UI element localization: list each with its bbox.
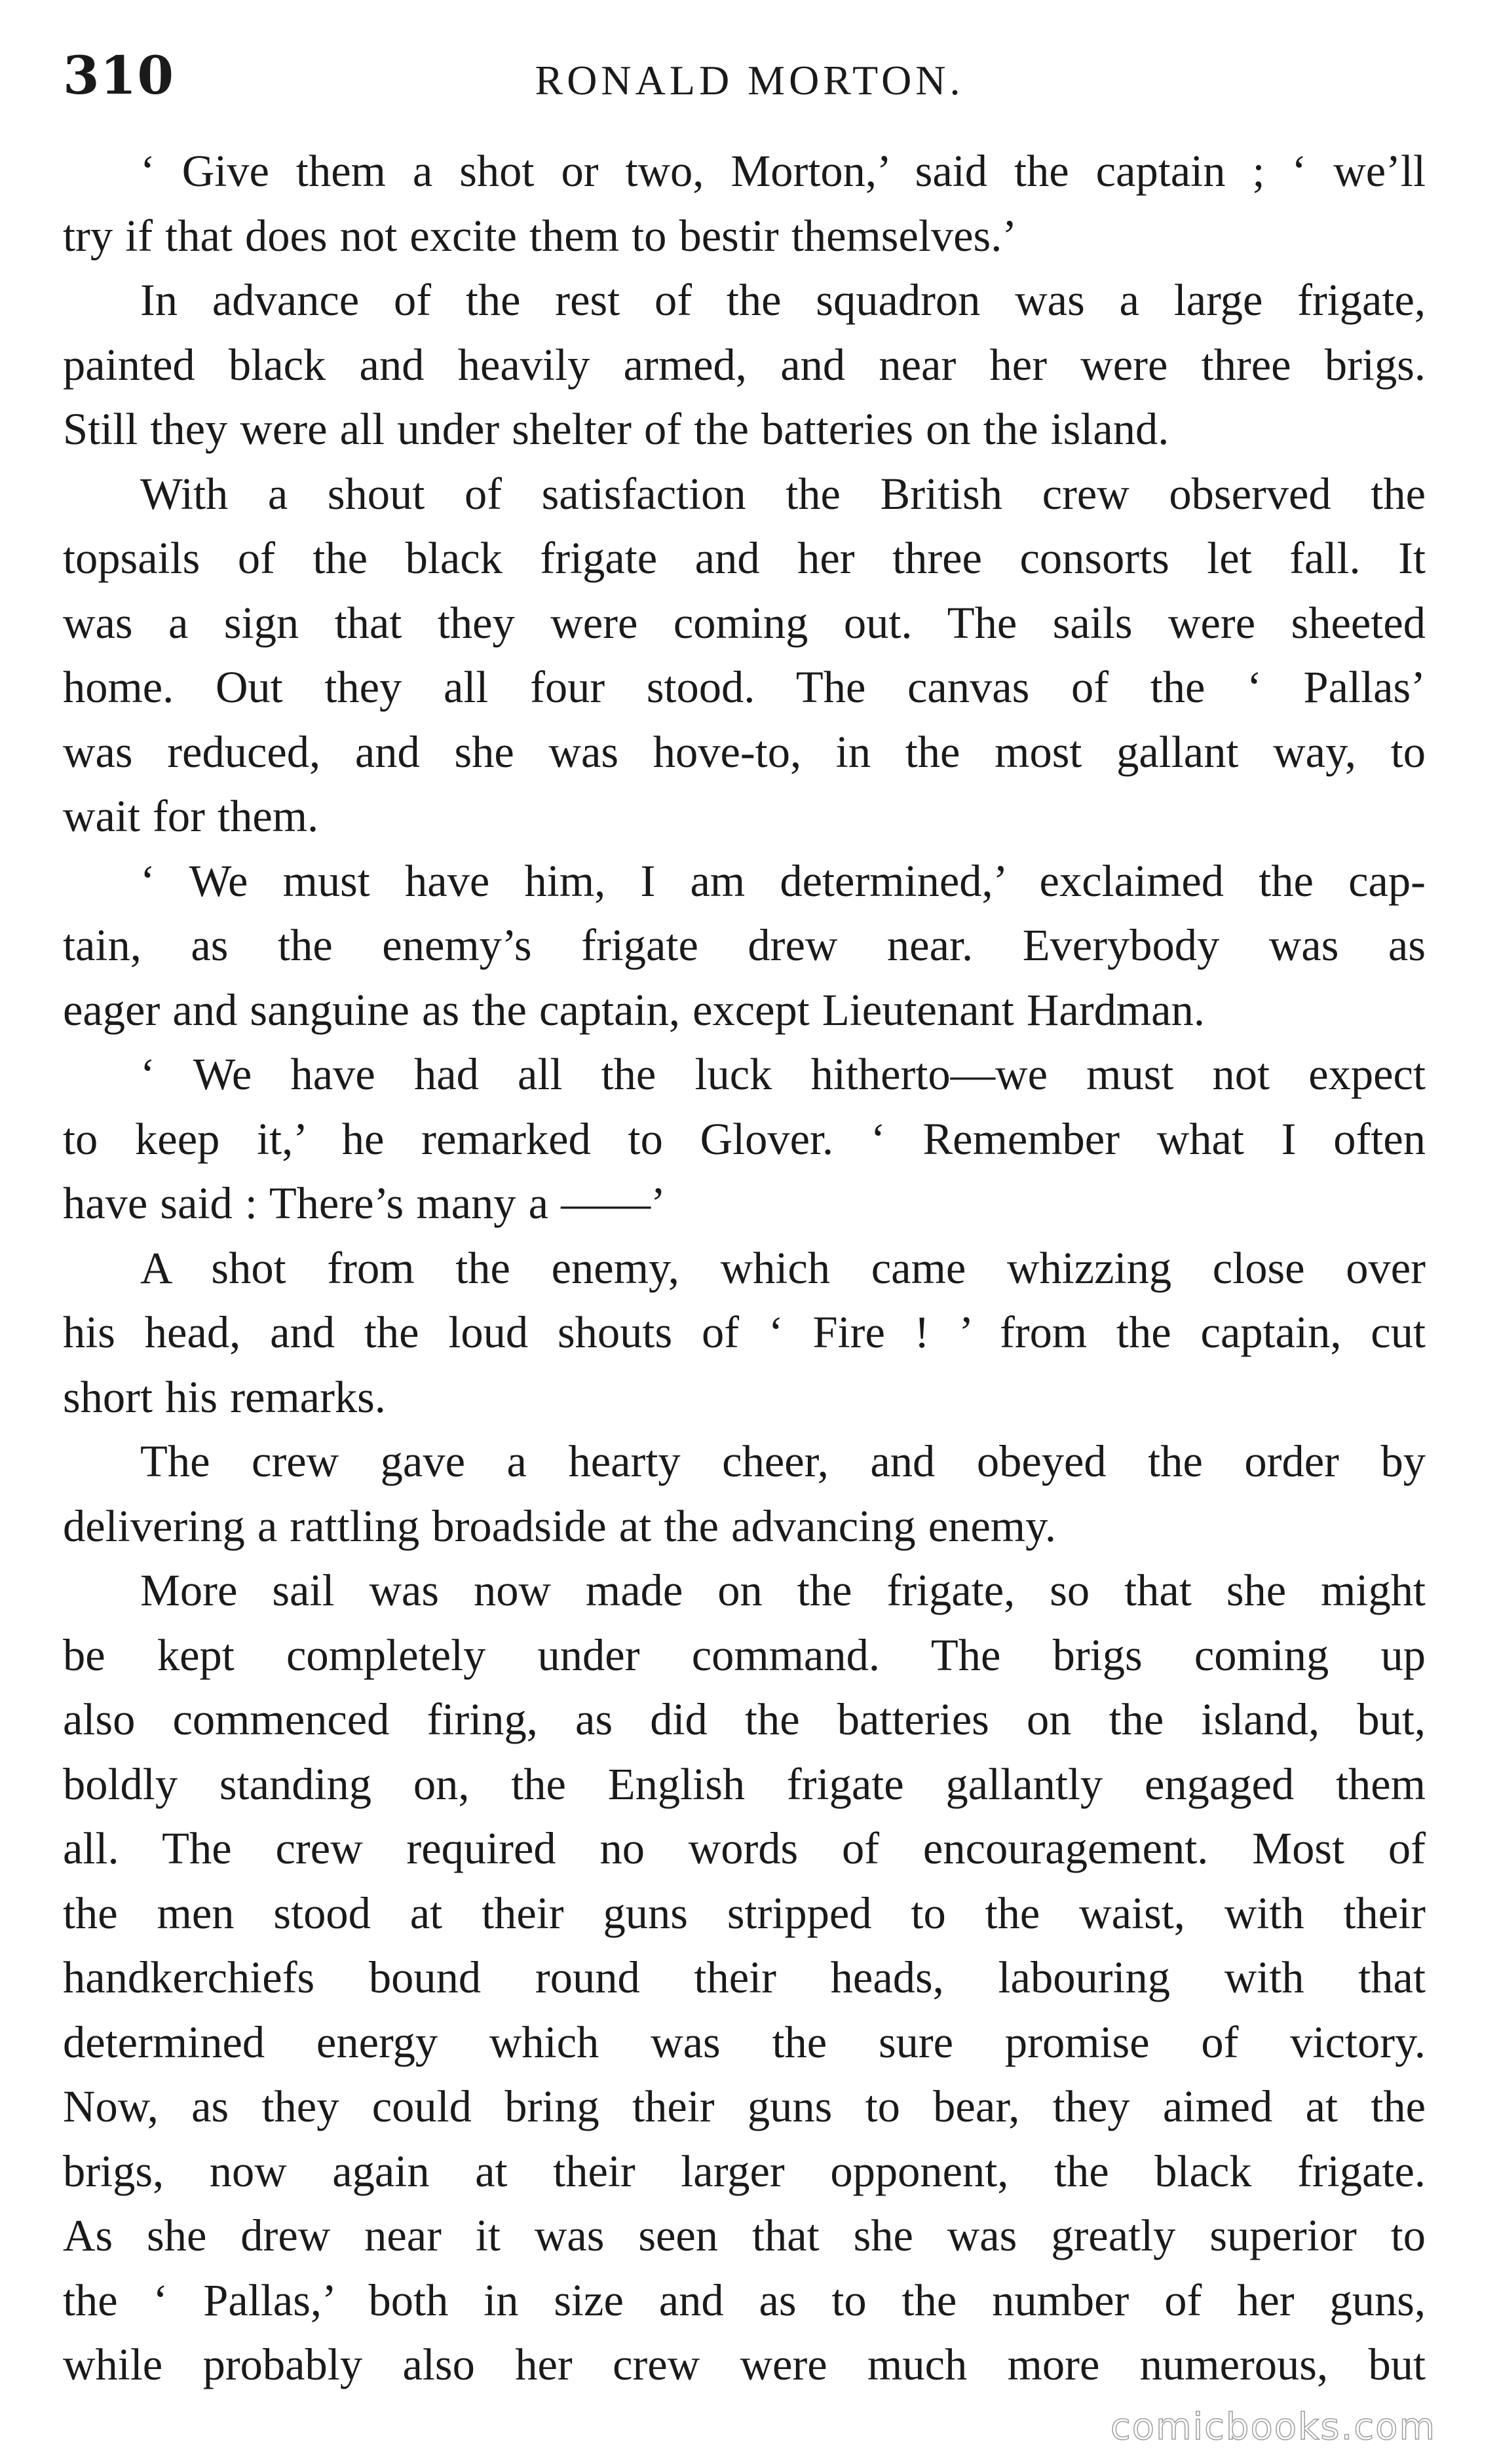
text-line: ‘ Give them a shot or two, Morton,’ said the captain ; ‘ we’ll — [140, 146, 1426, 196]
text-line: his head, and the loud shouts of ‘ Fire ! ’ from the captain, cut — [63, 1307, 1426, 1357]
text-line: be kept completely under command. The brigs coming up — [63, 1630, 1426, 1680]
text-line: delivering a rattling broadside at the advancing enemy. — [63, 1501, 1057, 1551]
text-line: handkerchiefs bound round their heads, labouring with that — [63, 1952, 1426, 2002]
text-line: Still they were all under shelter of the batteries on the island. — [63, 404, 1169, 454]
text-line: while probably also her crew were much more numerous, but — [63, 2340, 1426, 2389]
text-line: ‘ We have had all the luck hitherto—we must not expect — [140, 1049, 1426, 1099]
text-line: short his remarks. — [63, 1372, 386, 1422]
page-header — [63, 36, 1436, 115]
text-line: As she drew near it was seen that she was greatly superior to — [63, 2211, 1426, 2260]
text-line: to keep it,’ he remarked to Glover. ‘ Remember what I often — [63, 1113, 1426, 1164]
text-line: A shot from the enemy, which came whizzing close over — [140, 1242, 1426, 1293]
text-line: ‘ We must have him, I am determined,’ exclaimed the cap- — [140, 855, 1426, 906]
text-line: boldly standing on, the English frigate gallantly engaged them — [63, 1759, 1426, 1809]
text-line: have said : There’s many a ——’ — [63, 1178, 666, 1228]
text-line: More sail was now made on the frigate, so that she might — [140, 1565, 1426, 1615]
page-number: 310 — [63, 45, 174, 106]
text-line: painted black and heavily armed, and near her were three brigs. — [63, 339, 1426, 390]
text-line: was reduced, and she was hove-to, in the most gallant way, to — [63, 726, 1426, 777]
text-line: try if that does not excite them to bestir themselves.’ — [63, 210, 1017, 261]
text-line: wait for them. — [63, 791, 319, 841]
running-title: RONALD MORTON. — [535, 57, 964, 103]
text-line: the ‘ Pallas,’ both in size and as to the number of her guns, — [63, 2275, 1426, 2325]
text-line: In advance of the rest of the squadron was a large frigate, — [140, 275, 1426, 325]
text-line: also commenced firing, as did the batteries on the island, but, — [63, 1694, 1426, 1744]
text-line: the men stood at their guns stripped to the waist, with their — [63, 1888, 1426, 1938]
watermark: comicbooks.com — [1110, 2406, 1436, 2448]
text-line: topsails of the black frigate and her three consorts let fall. It — [63, 533, 1426, 583]
text-line: eager and sanguine as the captain, except Lieutenant Hardman. — [63, 984, 1205, 1035]
text-line: The crew gave a hearty cheer, and obeyed the order by — [140, 1436, 1426, 1486]
text-line: all. The crew required no words of encouragement. Most of — [63, 1823, 1426, 1873]
text-line: home. Out they all four stood. The canvas of the ‘ Pallas’ — [63, 662, 1426, 712]
body-text — [63, 139, 1426, 2397]
text-line: Now, as they could bring their guns to bear, they aimed at the — [63, 2081, 1426, 2131]
text-line: was a sign that they were coming out. The sails were sheeted — [63, 597, 1426, 648]
text-line: With a shout of satisfaction the British crew observed the — [140, 468, 1426, 519]
text-line: brigs, now again at their larger opponent, the black frigate. — [63, 2146, 1426, 2196]
text-line: determined energy which was the sure promise of victory. — [63, 2017, 1426, 2067]
text-line: tain, as the enemy’s frigate drew near. Everybody was as — [63, 920, 1426, 970]
